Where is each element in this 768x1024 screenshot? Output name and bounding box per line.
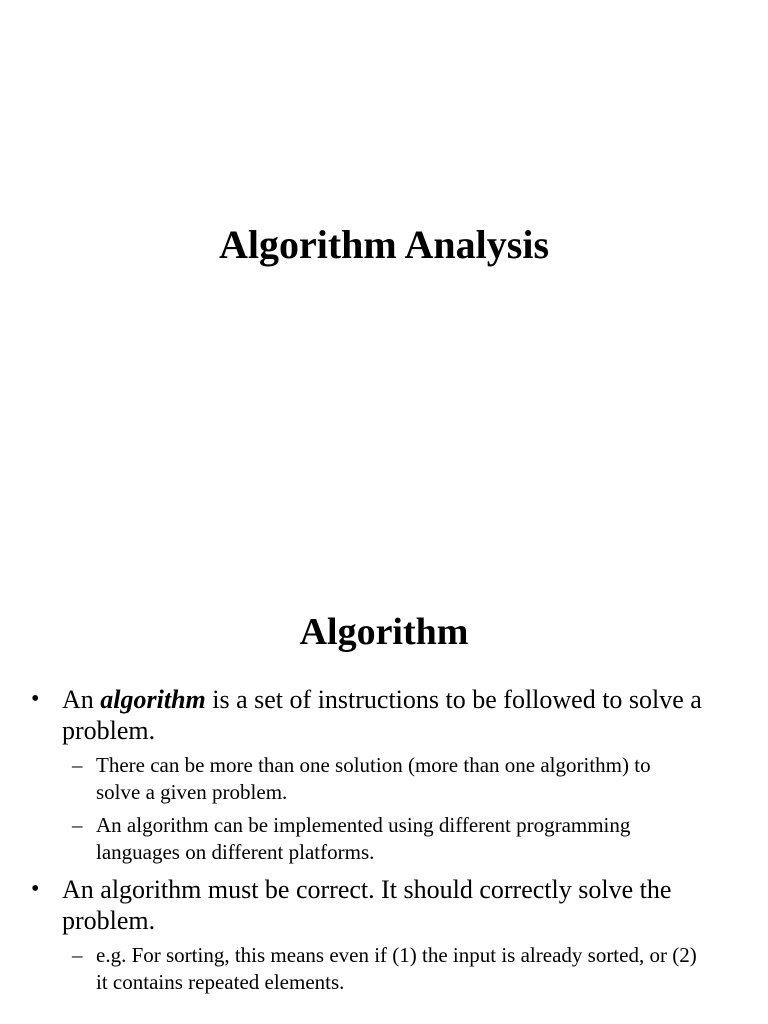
bullet-list xyxy=(0,684,768,1004)
sub-bullet-marker: – xyxy=(72,943,83,967)
algorithm-slide xyxy=(0,576,768,1024)
bullet-text-prefix: An xyxy=(62,685,101,714)
bullet-marker: • xyxy=(31,686,40,712)
bullet-text-suffix: is a set of instructions to be followed to solve a problem. xyxy=(62,685,702,745)
bullet-term: algorithm xyxy=(100,685,206,714)
sub-bullet-text: An algorithm can be implemented using different programming languages on different platforms. xyxy=(96,813,631,864)
slide-title: Algorithm Analysis xyxy=(218,222,550,267)
sub-bullet-text: e.g. For sorting, this means even if (1) the input is already sorted, or (2) it contains repeated elements. xyxy=(96,943,697,994)
bullet-text xyxy=(62,685,702,745)
slide-heading: Algorithm xyxy=(299,611,469,653)
bullet-item xyxy=(0,684,768,866)
bullet-marker: • xyxy=(31,876,40,902)
bullet-item xyxy=(0,874,768,996)
sub-bullet-text: There can be more than one solution (more than one algorithm) to solve a given problem. xyxy=(96,753,651,804)
sub-bullet-marker: – xyxy=(72,753,83,777)
sub-bullet-marker: – xyxy=(72,813,83,837)
sub-bullet-item xyxy=(62,752,728,806)
sub-bullet-list xyxy=(62,752,728,866)
sub-bullet-list xyxy=(62,942,728,996)
sub-bullet-item xyxy=(62,942,728,996)
bullet-text: An algorithm must be correct. It should correctly solve the problem. xyxy=(62,875,672,935)
sub-bullet-item xyxy=(62,812,728,866)
